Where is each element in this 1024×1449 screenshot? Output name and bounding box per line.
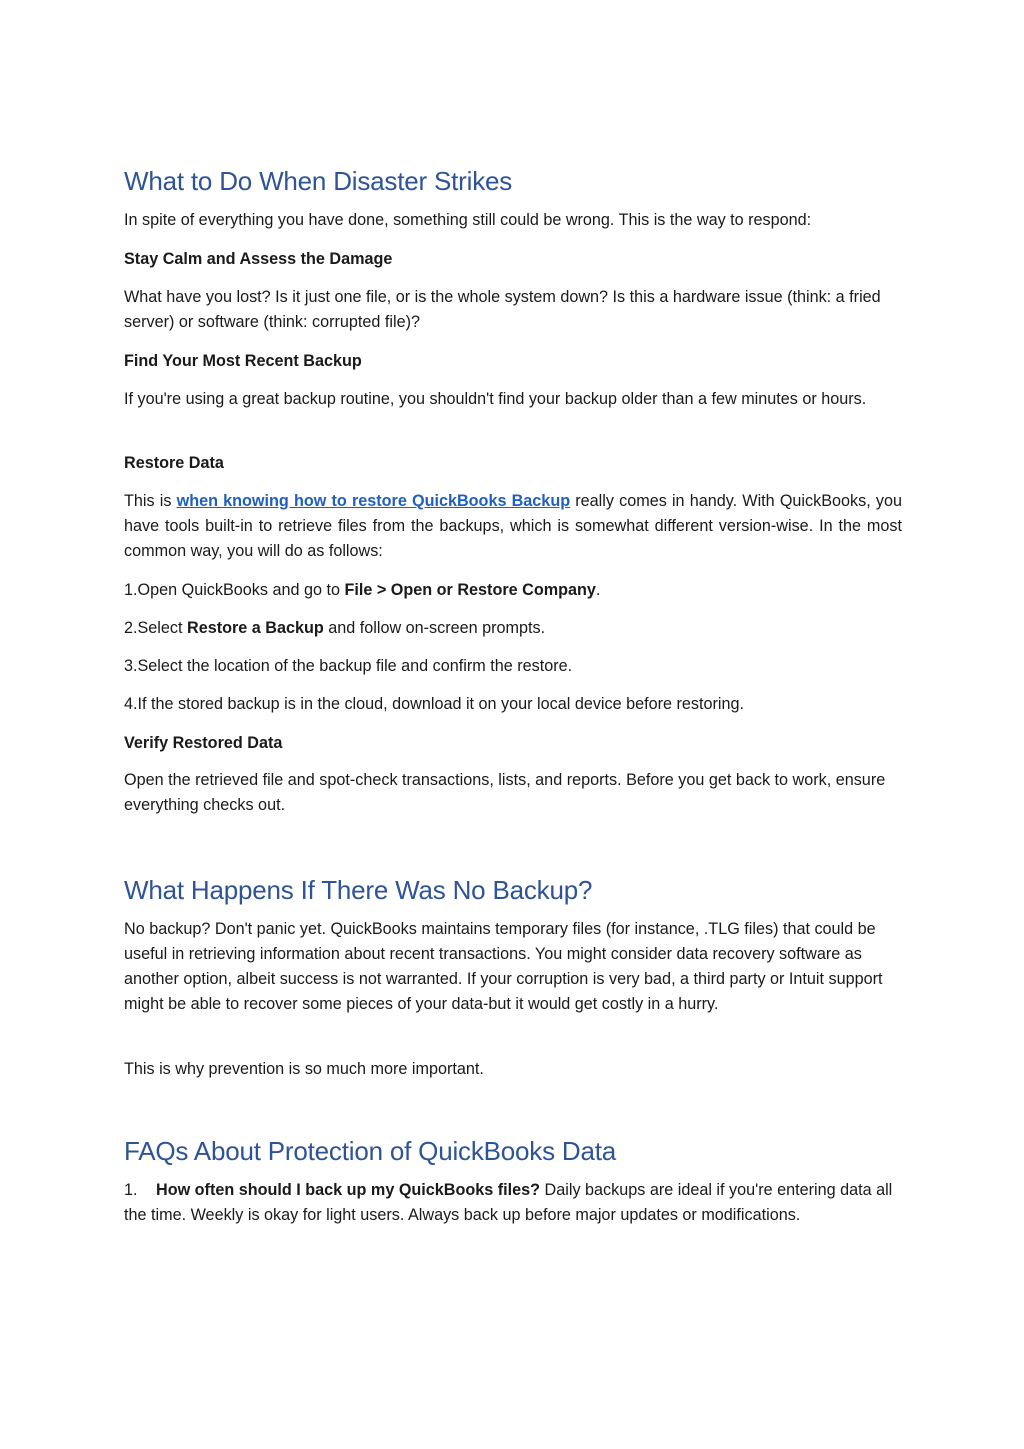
list-item-text: 3.Select the location of the backup file and confirm the restore. xyxy=(124,657,573,675)
list-item xyxy=(124,578,902,603)
list-item-suffix: . xyxy=(595,581,601,599)
paragraph-prevention: This is why prevention is so much more important. xyxy=(124,1060,484,1078)
faq-item xyxy=(124,1178,902,1228)
list-item xyxy=(124,654,902,679)
paragraph-assess-damage: What have you lost? Is it just one file, or is the whole system down? Is this a hardware issue (think: a fried server) or software (think: corrupted file)? xyxy=(124,288,881,331)
restore-text-before: This is xyxy=(124,492,177,510)
list-item-text: 2.Select xyxy=(124,619,187,637)
faq-number: 1. xyxy=(124,1181,138,1199)
list-item-bold: Restore a Backup xyxy=(187,619,324,637)
list-item xyxy=(124,692,902,717)
subheading-verify-data: Verify Restored Data xyxy=(124,734,283,752)
section-heading-no-backup: What Happens If There Was No Backup? xyxy=(124,875,593,905)
paragraph-no-backup: No backup? Don't panic yet. QuickBooks maintains temporary files (for instance, .TLG files) that could be useful in retrieving information about recent transactions. You might consider data recovery software as another option, albeit success is not warranted. If your corruption is very bad, a third party or Intuit support might be able to recover some pieces of your data-but it would get costly in a hurry. xyxy=(124,920,883,1013)
subheading-find-backup: Find Your Most Recent Backup xyxy=(124,352,362,370)
list-item xyxy=(124,616,902,641)
restore-text-after: really comes in handy. With QuickBooks, you have tools built-in to retrieve files from the backups, which is somewhat different version-wise. In the most common way, you will do as follows: xyxy=(124,492,902,560)
list-item-suffix: and follow on-screen prompts. xyxy=(323,619,546,637)
list-item-text: 4.If the stored backup is in the cloud, download it on your local device before restoring. xyxy=(124,695,744,713)
paragraph-restore-data xyxy=(124,489,902,564)
list-item-bold: File > Open or Restore Company xyxy=(344,581,596,599)
section-heading-disaster: What to Do When Disaster Strikes xyxy=(124,166,513,196)
paragraph-find-backup: If you're using a great backup routine, you shouldn't find your backup older than a few minutes or hours. xyxy=(124,390,867,408)
section-heading-faqs: FAQs About Protection of QuickBooks Data xyxy=(124,1136,617,1166)
subheading-stay-calm: Stay Calm and Assess the Damage xyxy=(124,250,393,268)
faq-question: How often should I back up my QuickBooks files? xyxy=(156,1181,541,1199)
paragraph-verify-data: Open the retrieved file and spot-check transactions, lists, and reports. Before you get back to work, ensure everything checks out. xyxy=(124,771,886,814)
restore-quickbooks-backup-link[interactable]: when knowing how to restore QuickBooks Backup xyxy=(176,492,571,510)
intro-paragraph: In spite of everything you have done, something still could be wrong. This is the way to respond: xyxy=(124,211,812,229)
faq-answer: Daily backups are ideal if you're entering data all the time. Weekly is okay for light users. Always back up before major updates or modifications. xyxy=(124,1181,893,1224)
subheading-restore-data: Restore Data xyxy=(124,454,224,472)
list-item-text: 1.Open QuickBooks and go to xyxy=(124,581,345,599)
